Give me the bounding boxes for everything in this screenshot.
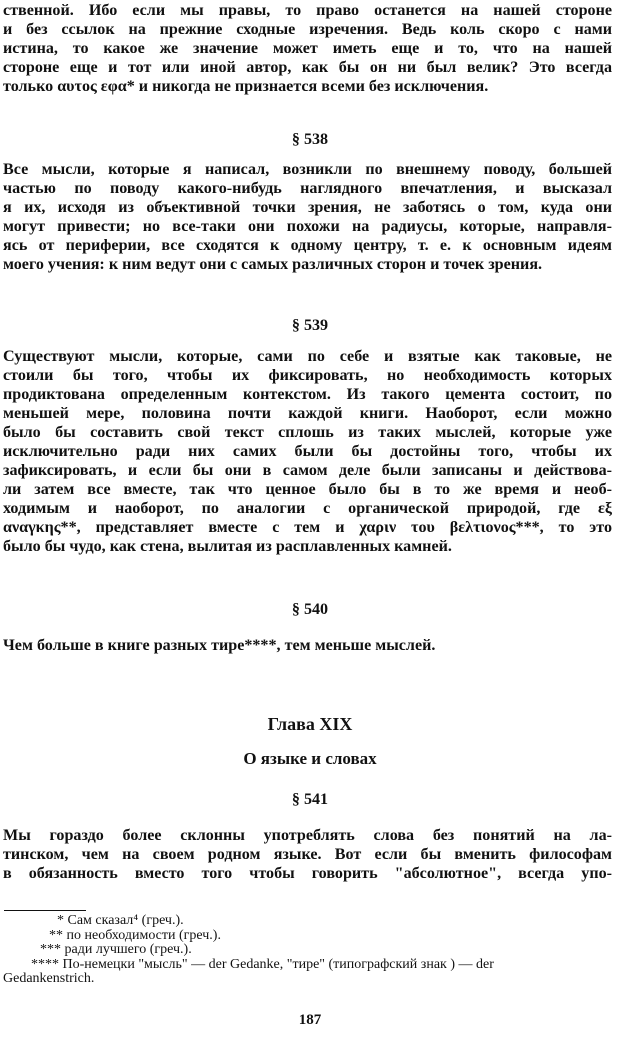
footnote-divider (4, 910, 86, 911)
text-line: истина, то какое же значение может иметь еще и то, что на нашей (3, 40, 612, 57)
section-heading-540: § 540 (291, 601, 329, 618)
text-line: только αυτος εφα* и никогда не признается всеми без исключения. (3, 78, 489, 95)
section-heading-539: § 539 (291, 317, 329, 334)
text-line: частью по поводу какого-нибудь наглядного впечатления, и высказал (3, 180, 612, 197)
footnote-2: ** по необходимости (греч.). (49, 927, 221, 943)
text-line: и без ссылок на прежние сходные изречения. Ведь коль скоро с нами (3, 21, 612, 38)
text-line: было бы составить свой текст сплошь из таких мыслей, которые уже (3, 424, 612, 441)
text-line: я их, исходя из объективной точки зрения, не заботясь о том, куда они (3, 199, 612, 216)
chapter-title: Глава XIX (267, 714, 353, 734)
text-line: ли затем все вместе, так что ценное было бы в то же время и необ- (3, 481, 612, 498)
footnotes (3, 914, 612, 987)
paragraph-541 (3, 826, 612, 883)
text-line: Все мысли, которые я написал, возникли по внешнему поводу, большей (3, 161, 612, 178)
paragraph-539 (3, 347, 612, 556)
text-line: в обязанность вместо того чтобы говорить "абсолютное", всегда упо- (3, 865, 612, 882)
text-line: ходимым и наоборот, по аналогии с органической природой, где εξ (3, 500, 612, 517)
text-line: стоили бы того, чтобы их фиксировать, но необходимость которых (3, 367, 612, 384)
text-line: тинском, чем на своем родном языке. Вот если бы вменить философам (3, 846, 612, 863)
page-number: 187 (298, 1012, 322, 1028)
text-line: исключительно ради них самих были бы достойны того, чтобы их (3, 443, 612, 460)
paragraph-538 (3, 160, 612, 274)
text-line: могут привести; но все-таки они похожи на радиусы, которые, направля- (3, 218, 612, 235)
chapter-subtitle: О языке и словах (243, 749, 377, 768)
footnote-1: * Сам сказал⁴ (греч.). (57, 913, 184, 928)
text-line: Чем больше в книге разных тире****, тем меньше мыслей. (3, 637, 436, 654)
text-line: Существуют мысли, которые, сами по себе и взятые как таковые, не (3, 348, 612, 365)
text-line: было бы чудо, как стена, вылитая из расплавленных камней. (3, 538, 452, 555)
paragraph-continuation (3, 1, 612, 96)
text-line: ственной. Ибо если мы правы, то право останется на нашей стороне (3, 2, 612, 19)
footnote-4: **** По-немецки "мысль" — der Gedanke, "тире" (типографский знак ) — der (31, 956, 494, 972)
section-heading-541: § 541 (291, 791, 329, 808)
paragraph-540 (3, 636, 612, 655)
text-line: зафиксировать, и если бы они в самом деле были записаны и действова- (3, 462, 612, 479)
footnote-3: *** ради лучшего (греч.). (40, 942, 192, 957)
text-line: Мы гораздо более склонны употреблять слова без понятий на ла- (3, 827, 612, 844)
text-line: ясь от периферии, все сходятся к одному центру, т. е. к основным идеям (3, 237, 612, 254)
text-line: стороне еще и тот или иной автор, как бы он ни был велик? Это всегда (3, 59, 612, 76)
text-line: моего учения: к ним ведут они с самых различных сторон и точек зрения. (3, 256, 543, 273)
text-line: продиктована определенным контекстом. Из такого цемента состоит, по (3, 386, 612, 403)
text-line: меньшей мере, половина почти каждой книги. Наоборот, если можно (3, 405, 612, 422)
text-line: αναγκης**, представляет вместе с тем и χαριν του βελτιονος***, то это (3, 519, 612, 536)
section-heading-538: § 538 (291, 131, 329, 148)
footnote-4-continuation: Gedankenstrich. (3, 971, 95, 986)
